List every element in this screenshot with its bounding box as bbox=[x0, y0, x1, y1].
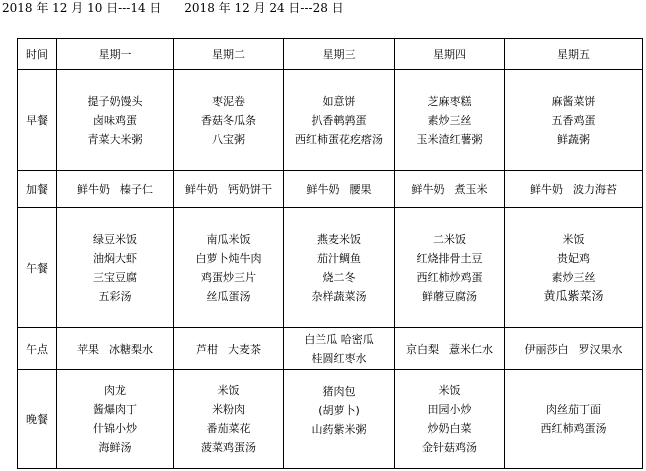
afternoon-snack-tuesday bbox=[174, 328, 284, 370]
header-row bbox=[18, 39, 643, 70]
menu-item: 鲜蘑豆腐汤 bbox=[422, 289, 477, 303]
menu-item: 油焖大虾 bbox=[93, 251, 137, 265]
menu-item: 京白梨 bbox=[406, 342, 439, 356]
row-label-afternoon-snack: 午点 bbox=[18, 328, 57, 370]
afternoon-snack-monday bbox=[57, 328, 174, 370]
lunch-wednesday bbox=[284, 208, 395, 328]
menu-item: 米饭 bbox=[217, 384, 240, 397]
menu-item: 波力海苔 bbox=[573, 183, 617, 196]
menu-item: 猪肉包 bbox=[322, 384, 356, 398]
menu-item: 冰糖梨水 bbox=[109, 342, 153, 356]
menu-item: 海鲜汤 bbox=[98, 441, 132, 454]
menu-item: 八宝粥 bbox=[212, 132, 245, 146]
breakfast-tuesday bbox=[174, 70, 284, 171]
column-header-wednesday: 星期三 bbox=[284, 39, 395, 70]
dinner-monday bbox=[57, 370, 174, 469]
date-range-header: 2018 年 12 月 10 日---14 日 2018 年 12 月 24 日---28 日 bbox=[2, 1, 344, 15]
menu-item: 鲜牛奶 bbox=[77, 183, 110, 196]
menu-item: 番茄菜花 bbox=[206, 422, 251, 435]
menu-item: 鲜牛奶 bbox=[530, 183, 563, 196]
menu-item: 薏米仁水 bbox=[449, 342, 493, 356]
menu-item: 钙奶饼干 bbox=[228, 183, 272, 196]
breakfast-wednesday bbox=[284, 70, 395, 171]
menu-item: 鲜牛奶 bbox=[306, 183, 340, 196]
dinner-thursday bbox=[395, 370, 505, 469]
menu-item: 田园小炒 bbox=[427, 403, 472, 416]
afternoon-snack-thursday bbox=[395, 328, 505, 370]
menu-item: 酱爆肉丁 bbox=[93, 403, 137, 416]
menu-item: 烧二冬 bbox=[322, 270, 356, 284]
menu-item: 腰果 bbox=[349, 183, 372, 196]
menu-item: 白兰瓜 哈密瓜 bbox=[304, 332, 374, 346]
menu-item: 肉丝茄丁面 bbox=[546, 403, 601, 416]
breakfast-thursday bbox=[395, 70, 505, 171]
menu-item: 五彩汤 bbox=[98, 289, 132, 303]
menu-item: 西红柿蛋花疙瘩汤 bbox=[295, 132, 383, 146]
menu-item: (胡萝卜) bbox=[318, 403, 360, 417]
menu-item: 提子奶馒头 bbox=[87, 94, 143, 108]
menu-item: 三宝豆腐 bbox=[93, 270, 137, 284]
menu-item: 红烧排骨土豆 bbox=[416, 251, 483, 265]
column-header-tuesday: 星期二 bbox=[174, 39, 284, 70]
afternoon-snack-wednesday bbox=[284, 328, 395, 370]
menu-item: 如意饼 bbox=[322, 94, 356, 108]
menu-item: 二米饭 bbox=[433, 232, 466, 246]
menu-item: 南瓜米饭 bbox=[206, 232, 251, 246]
menu-item: 芝麻枣糕 bbox=[427, 94, 472, 108]
row-breakfast bbox=[18, 70, 643, 171]
menu-item: 芦柑 bbox=[196, 342, 218, 356]
lunch-tuesday bbox=[174, 208, 284, 328]
menu-item: 苹果 bbox=[77, 342, 99, 356]
menu-item: 鲜蔬粥 bbox=[557, 132, 590, 146]
menu-item: 枣泥卷 bbox=[212, 94, 245, 108]
menu-item: 大麦茶 bbox=[228, 342, 261, 356]
menu-item: 煮玉米 bbox=[454, 183, 488, 196]
menu-item: 米饭 bbox=[438, 384, 461, 397]
lunch-friday bbox=[505, 208, 643, 328]
menu-item: 鸡蛋炒三片 bbox=[201, 270, 256, 284]
dinner-tuesday bbox=[174, 370, 284, 469]
menu-item: 卤味鸡蛋 bbox=[93, 113, 137, 127]
menu-item: 榛子仁 bbox=[120, 183, 153, 196]
breakfast-friday bbox=[505, 70, 643, 171]
menu-item: 黄瓜紫菜汤 bbox=[543, 288, 604, 303]
column-header-friday: 星期五 bbox=[505, 39, 643, 70]
row-snack bbox=[18, 171, 643, 208]
menu-item: 鲜牛奶 bbox=[411, 183, 445, 196]
snack-friday bbox=[505, 171, 643, 208]
dinner-wednesday bbox=[284, 370, 395, 469]
menu-item: 伊丽莎白 bbox=[524, 342, 569, 356]
breakfast-monday bbox=[57, 70, 174, 171]
menu-item: 炒奶白菜 bbox=[427, 422, 472, 435]
menu-item: 肉龙 bbox=[104, 384, 126, 397]
row-label-breakfast: 早餐 bbox=[18, 70, 57, 171]
row-label-lunch: 午餐 bbox=[18, 208, 57, 328]
menu-item: 燕麦米饭 bbox=[317, 232, 361, 246]
menu-item: 白萝卜炖牛肉 bbox=[195, 251, 262, 265]
row-afternoon-snack bbox=[18, 328, 643, 370]
menu-item: 米饭 bbox=[562, 232, 585, 246]
row-label-dinner: 晚餐 bbox=[18, 370, 57, 469]
menu-item: 丝瓜蛋汤 bbox=[206, 289, 251, 303]
afternoon-snack-friday bbox=[505, 328, 643, 370]
menu-item: 西红柿鸡蛋汤 bbox=[540, 422, 607, 435]
menu-item: 杂样蔬菜汤 bbox=[311, 289, 367, 303]
menu-item: 米粉肉 bbox=[212, 403, 245, 416]
row-label-snack: 加餐 bbox=[18, 171, 57, 208]
menu-item: 金针菇鸡汤 bbox=[422, 441, 477, 454]
row-dinner bbox=[18, 370, 643, 469]
menu-item: 青菜大米粥 bbox=[87, 132, 143, 146]
menu-item: 什锦小炒 bbox=[93, 422, 137, 435]
snack-wednesday bbox=[284, 171, 395, 208]
snack-monday bbox=[57, 171, 174, 208]
column-header-time: 时间 bbox=[18, 39, 57, 70]
lunch-monday bbox=[57, 208, 174, 328]
column-header-monday: 星期一 bbox=[57, 39, 174, 70]
lunch-thursday bbox=[395, 208, 505, 328]
menu-item: 山药紫米粥 bbox=[311, 422, 367, 436]
menu-item: 绿豆米饭 bbox=[93, 232, 137, 246]
menu-item: 玉米渣红薯粥 bbox=[416, 132, 483, 146]
menu-item: 贵妃鸡 bbox=[557, 251, 590, 265]
menu-item: 罗汉果水 bbox=[578, 342, 623, 356]
menu-item: 扒香鹌鹑蛋 bbox=[311, 113, 367, 127]
menu-item: 五香鸡蛋 bbox=[551, 113, 596, 127]
menu-item: 桂圆红枣水 bbox=[311, 351, 367, 365]
menu-item: 香菇冬瓜条 bbox=[201, 113, 256, 127]
snack-tuesday bbox=[174, 171, 284, 208]
column-header-thursday: 星期四 bbox=[395, 39, 505, 70]
menu-item: 麻酱菜饼 bbox=[551, 94, 596, 108]
menu-item: 西红柿炒鸡蛋 bbox=[416, 270, 483, 284]
row-lunch bbox=[18, 208, 643, 328]
snack-thursday bbox=[395, 171, 505, 208]
dinner-friday bbox=[505, 370, 643, 469]
menu-item: 菠菜鸡蛋汤 bbox=[201, 441, 256, 454]
weekly-menu-table bbox=[17, 38, 643, 469]
menu-item: 素炒三丝 bbox=[427, 113, 472, 127]
menu-item: 茄汁鲷鱼 bbox=[317, 251, 361, 265]
menu-item: 素炒三丝 bbox=[551, 270, 596, 284]
menu-item: 鲜牛奶 bbox=[185, 183, 218, 196]
